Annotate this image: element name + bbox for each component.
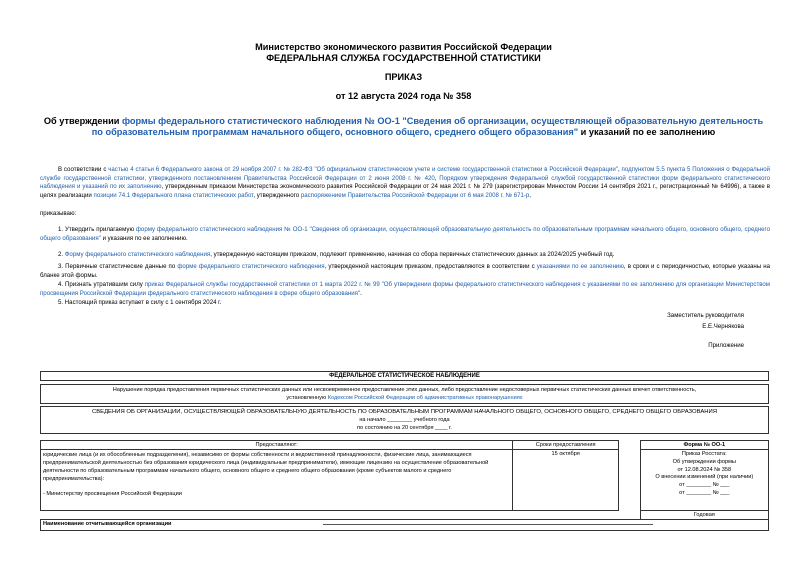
doc-date-number: от 12 августа 2024 года № 358 <box>335 91 472 101</box>
org-name-table <box>40 519 769 531</box>
form-warning <box>41 385 769 404</box>
preamble-text: , утвержденного <box>253 191 301 199</box>
repealed-order-link[interactable]: приказ Федеральной службы государственной статистики от 1 марта 2022 г. № 99 "Об утверждении формы федерального статистического наблюдения с указаниями по ее заполнению для организации Министерством просвещения Российской Федерации федерального статистического наблюдения в сфере общего образования" <box>40 281 770 297</box>
approval-line: от ________ № ___ <box>679 482 730 489</box>
submitters-text: юридические лица (и их обособленные подразделения), независимо от формы собственности и ведомственной принадлежности, физические лица, занимающиеся предпринимательской деятельностью без образования юридического лица (индивидуальные предприниматели), имеющие лицензию на осуществление образовательной деятельности по образовательным программам начального общего, основного общего и среднего общего образования (кроме субъектов малого и среднего предпринимательства): <box>43 452 489 482</box>
form-header-table <box>40 371 769 381</box>
as-of-date: по состоянию на 20 сентября ____ г. <box>357 425 452 431</box>
item-text: 3. Первичные статистические данные по <box>58 263 178 270</box>
ministry-name: Министерство экономического развития Российской Федерации <box>255 42 552 52</box>
form-title: СВЕДЕНИЯ ОБ ОРГАНИЗАЦИИ, ОСУЩЕСТВЛЯЮЩЕЙ ОБРАЗОВАТЕЛЬНУЮ ДЕЯТЕЛЬНОСТЬ ПО ОБРАЗОВАТЕЛЬНЫМ ПРОГРАММАМ НАЧАЛЬНОГО ОБЩЕГО, ОСНОВНОГО ОБЩЕГО, СРЕДНЕГО ОБЩЕГО ОБРАЗОВАНИЯ <box>91 409 718 415</box>
org-name-cell <box>41 520 769 531</box>
deadline-cell: 15 октября <box>513 450 619 511</box>
item-text: 4. Признать утратившим силу <box>58 281 145 288</box>
signer-name: Е.Е.Чернякова <box>702 323 744 330</box>
col-form-header: Форма № ОО-1 <box>640 441 768 450</box>
plan-link[interactable]: позиции 74.1 Федерального плана статистических работ <box>93 191 254 199</box>
decree-link[interactable]: распоряжением Правительства Российской Федерации от 6 мая 2008 г. № 671-р <box>300 191 530 199</box>
item-5: 5. Настоящий приказ вступает в силу с 1 сентября 2024 г. <box>58 299 222 306</box>
org-name-line <box>323 524 653 525</box>
preamble-text: , <box>529 191 531 199</box>
approval-cell <box>640 450 768 511</box>
item-text: 1. Утвердить прилагаемую <box>58 226 136 233</box>
form-link[interactable]: Форму федерального статистического наблюдения <box>64 251 211 258</box>
law-link[interactable]: частью 4 статьи 6 Федерального закона от 29 ноября 2007 г. № 282-ФЗ "Об официальном статистическом учете и системе государственной статистики в Российской Федерации" <box>108 166 618 173</box>
procedure-link[interactable]: Порядком утверждения Федеральной службой государственной статистики форм федерального статистического наблюдения и указаний по их заполнению <box>40 174 770 191</box>
instructions-link[interactable]: указаниями по ее заполнению <box>536 263 624 270</box>
title-suffix: и указаний по ее заполнению <box>578 127 716 137</box>
form-link[interactable]: форме федерального статистического наблюдения <box>177 263 325 270</box>
form-warning-table <box>40 384 769 404</box>
preamble-text: , <box>617 166 622 173</box>
start-year: на начало ________ учебного года <box>359 417 450 423</box>
item-text: , утвержденной настоящим приказом, предоставляются в соответствии с <box>324 263 537 270</box>
form-heading: ФЕДЕРАЛЬНОЕ СТАТИСТИЧЕСКОЕ НАБЛЮДЕНИЕ <box>41 372 769 381</box>
service-name: ФЕДЕРАЛЬНАЯ СЛУЖБА ГОСУДАРСТВЕННОЙ СТАТИСТИКИ <box>266 53 541 63</box>
ministry-recipient: - Министерству просвещения Российской Федерации <box>43 491 182 497</box>
form-main-table <box>40 440 769 520</box>
form-link[interactable]: форму федерального статистического наблюдения № ОО-1 "Сведения об организации, осуществляющей образовательную деятельность по образовательным программам начального общего, основного общего, среднего общего образования" <box>40 226 770 242</box>
spacer <box>619 450 641 511</box>
submitters-cell <box>41 450 513 511</box>
item-text: . <box>360 289 362 297</box>
warning-line: Нарушение порядка предоставления первичных статистических данных или несвоевременное предоставление этих данных, либо предоставление недостоверных первичных статистических данных влечет ответственность, <box>112 387 697 393</box>
approval-line: О внесении изменений (при наличии) <box>655 474 754 481</box>
warning-line: установленную <box>286 395 328 401</box>
item-text: , в сроки и с периодичностью, которые указаны на бланке этой формы. <box>40 263 770 279</box>
orders-word: приказываю: <box>40 210 77 217</box>
col-deadline-header: Сроки предоставления <box>513 441 619 450</box>
item-text: и указания по ее заполнению. <box>100 234 188 242</box>
form-title-cell <box>41 407 769 434</box>
org-name-label: Наименование отчитывающейся организации <box>43 521 172 527</box>
approval-line: Приказ Росстата: <box>681 451 727 457</box>
item-2 <box>40 251 770 260</box>
title-prefix: Об утверждении <box>43 116 122 126</box>
form-title-table <box>40 406 769 434</box>
periodicity-cell: Годовая <box>640 511 768 520</box>
preamble-text: , <box>434 174 440 182</box>
approval-line: Об утверждении формы <box>672 458 736 465</box>
item-text: 2. <box>58 251 65 258</box>
item-4 <box>40 281 770 298</box>
preamble-text: В соответствии с <box>58 166 109 173</box>
spacer <box>619 441 641 450</box>
order-title <box>40 116 767 138</box>
regulation-link[interactable]: подпунктом 5.5 пункта 5 Положения о Федеральной службе государственной статистики, утвержденного постановлением Правительства Российской Федерации от 2 июня 2008 г. № 420 <box>40 166 771 182</box>
signer-position: Заместитель руководителя <box>667 312 744 319</box>
preamble-text: , утвержденным приказом Министерства экономического развития Российской Федерации от 24 мая 2021 г. № 279 (зарегистрирован Минюстом России 14 сентября 2021 г., регистрационный № 64996), а также в целях реализации <box>40 183 770 199</box>
item-text: , утвержденную настоящим приказом, подлежит применению, начиная со сбора первичных статистических данных за 2024/2025 учебный год. <box>210 251 615 258</box>
doc-type: ПРИКАЗ <box>384 72 423 82</box>
item-1 <box>40 226 770 243</box>
approval-line: от 12.08.2024 № 358 <box>677 466 732 473</box>
item-3 <box>40 263 770 280</box>
approval-line: от ________ № ___ <box>679 489 730 496</box>
col-submitters-header: Предоставляют: <box>41 441 513 450</box>
appendix-label: Приложение <box>708 342 744 349</box>
title-form-link[interactable]: формы федерального статистического наблюдения № ОО-1 "Сведения об организации, осуществляющей образовательную деятельность по образовательным программам начального общего, основного общего, среднего общего образования" <box>91 116 764 137</box>
preamble <box>40 166 770 200</box>
admin-code-link[interactable]: Кодексом Российской Федерации об административных правонарушениях <box>327 395 523 401</box>
